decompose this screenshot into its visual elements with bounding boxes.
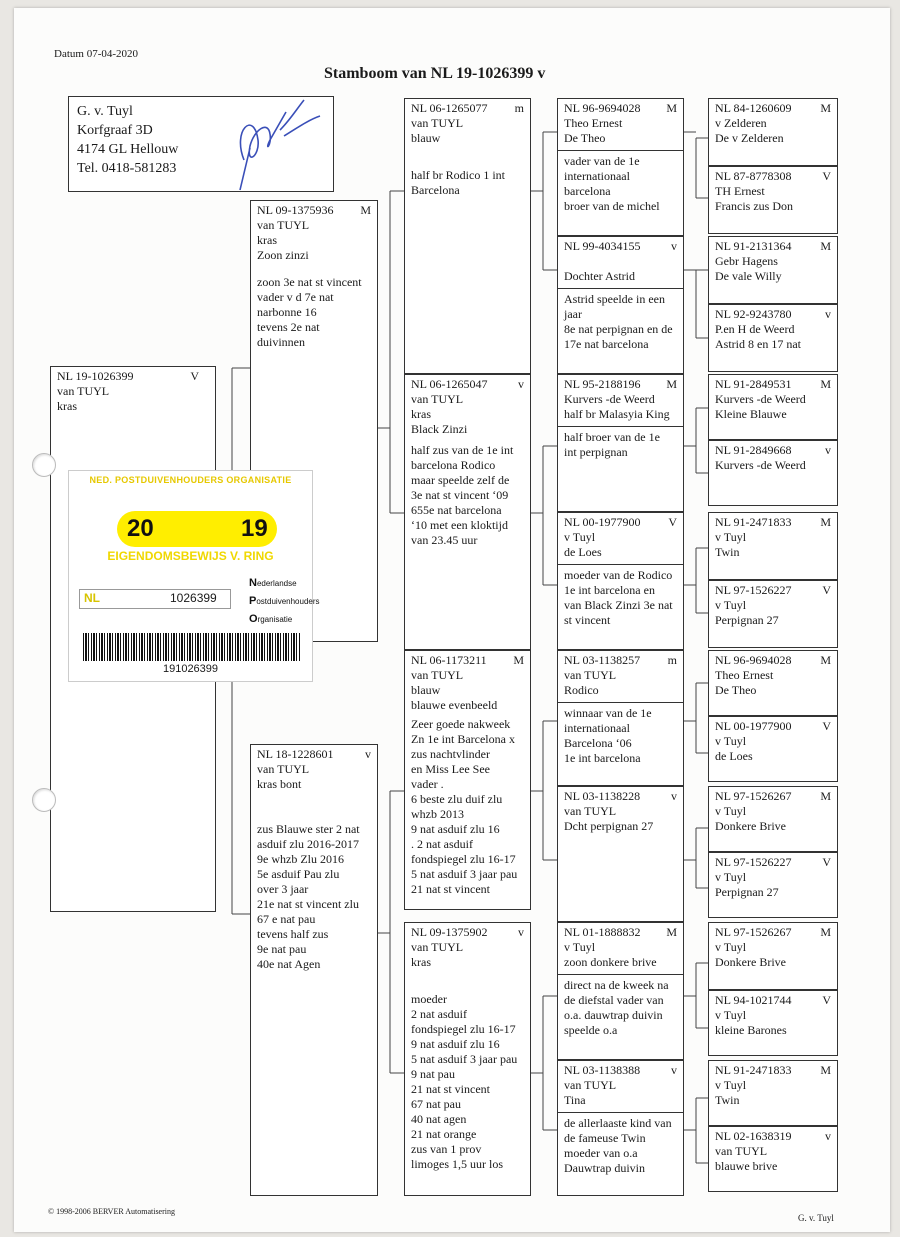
footer-copyright: © 1998-2006 BERVER Automatisering bbox=[48, 1207, 175, 1216]
ggp-note: internationaal bbox=[564, 169, 630, 183]
ggp-ring: NL 03-1138388 bbox=[564, 1063, 641, 1077]
card-org-n: Nederlandse bbox=[249, 577, 297, 589]
g4-box bbox=[708, 440, 838, 506]
ggp-sex: v bbox=[671, 789, 677, 803]
gp-note: fondspiegel zlu 16-17 bbox=[411, 852, 516, 866]
g4-sex: M bbox=[820, 101, 831, 115]
g4-box bbox=[708, 716, 838, 782]
g4-ring: NL 91-2849531 bbox=[715, 377, 792, 391]
g4-box bbox=[708, 786, 838, 852]
gp-ring: NL 06-1265047 bbox=[411, 377, 488, 391]
g4-box bbox=[708, 236, 838, 304]
g4-ring: NL 97-1526227 bbox=[715, 855, 792, 869]
ggp-note: 8e nat perpignan en de bbox=[564, 322, 673, 336]
card-org-p-text: ostduivenhouders bbox=[256, 597, 320, 606]
g4-ring: NL 97-1526267 bbox=[715, 789, 792, 803]
g4-line: v Tuyl bbox=[715, 1078, 747, 1092]
g4-ring: NL 91-2471833 bbox=[715, 515, 792, 529]
g4-line: Donkere Brive bbox=[715, 955, 786, 969]
gp-note: half zus van de 1e int bbox=[411, 443, 514, 457]
g4-sex: M bbox=[820, 789, 831, 803]
page-title: Stamboom van NL 19-1026399 v bbox=[324, 65, 546, 82]
g4-box bbox=[708, 512, 838, 580]
g4-box bbox=[708, 990, 838, 1056]
subject-ring: NL 19-1026399 bbox=[57, 369, 134, 383]
gp-note: . 2 nat asduif bbox=[411, 837, 473, 851]
ggp-line: v Tuyl bbox=[564, 530, 596, 544]
card-barcode-number: 191026399 bbox=[162, 663, 219, 675]
gp-note: 655e nat barcelona bbox=[411, 503, 502, 517]
mother-note: 21e nat st vincent zlu bbox=[257, 897, 359, 911]
card-org-n-text: ederlandse bbox=[256, 579, 297, 588]
ggp-note: o.a. dauwtrap duivin bbox=[564, 1008, 663, 1022]
father-note: vader v d 7e nat bbox=[257, 290, 334, 304]
gp-line: kras bbox=[411, 407, 431, 421]
g4-ring: NL 02-1638319 bbox=[715, 1129, 792, 1143]
mother-box bbox=[250, 744, 378, 1196]
mother-note: over 3 jaar bbox=[257, 882, 309, 896]
g4-sex: M bbox=[820, 925, 831, 939]
ggp-note: 1e int barcelona bbox=[564, 751, 641, 765]
ggp-sex: M bbox=[666, 925, 677, 939]
g4-line: v Tuyl bbox=[715, 734, 747, 748]
card-year-right: 19 bbox=[241, 515, 268, 542]
g4-line: blauwe brive bbox=[715, 1159, 778, 1173]
gp-note: fondspiegel zlu 16-17 bbox=[411, 1022, 516, 1036]
ggp-sex: M bbox=[666, 377, 677, 391]
g4-line: v Zelderen bbox=[715, 116, 767, 130]
gp-note: 5 nat asduif 3 jaar pau bbox=[411, 867, 518, 881]
g4-line: v Tuyl bbox=[715, 530, 747, 544]
gp-line: van TUYL bbox=[411, 392, 464, 406]
ggp-sex: v bbox=[671, 1063, 677, 1077]
ggp-line: v Tuyl bbox=[564, 940, 596, 954]
gp-note: 9 nat pau bbox=[411, 1067, 455, 1081]
mother-note: 5e asduif Pau zlu bbox=[257, 867, 340, 881]
ggp-line: Kurvers -de Weerd bbox=[564, 392, 655, 406]
ggp-note: internationaal bbox=[564, 721, 630, 735]
card-ownership-text: EIGENDOMSBEWIJS V. RING bbox=[107, 549, 274, 563]
g4-box bbox=[708, 1126, 838, 1192]
g4-box bbox=[708, 166, 838, 234]
g4-box bbox=[708, 1060, 838, 1126]
gp-note: zus van 1 prov bbox=[411, 1142, 482, 1156]
g4-line: de Loes bbox=[715, 749, 753, 763]
gp-note: Zn 1e int Barcelona x bbox=[411, 732, 515, 746]
g4-line: TH Ernest bbox=[715, 184, 765, 198]
g4-ring: NL 97-1526227 bbox=[715, 583, 792, 597]
ggp-mff-box bbox=[557, 650, 684, 786]
ggp-line: Dcht perpignan 27 bbox=[564, 819, 654, 833]
g4-ring: NL 92-9243780 bbox=[715, 307, 792, 321]
ggp-ffm-box bbox=[557, 236, 684, 374]
g4-sex: V bbox=[822, 719, 831, 733]
father-line: van TUYL bbox=[257, 218, 310, 232]
father-sex: M bbox=[360, 203, 371, 217]
g4-sex: M bbox=[820, 515, 831, 529]
ggp-line: De Theo bbox=[564, 131, 606, 145]
g4-line: Theo Ernest bbox=[715, 668, 774, 682]
subject-sex: V bbox=[190, 369, 199, 383]
footer-author: G. v. Tuyl bbox=[798, 1213, 834, 1223]
gp-ring: NL 06-1173211 bbox=[411, 653, 487, 667]
gp-note: barcelona Rodico bbox=[411, 458, 496, 472]
card-year-left: 20 bbox=[127, 515, 154, 542]
ggp-mfm-box bbox=[557, 786, 684, 922]
gp-sex: v bbox=[518, 377, 524, 391]
card-org-o: Organisatie bbox=[249, 613, 293, 625]
gp-line: blauw bbox=[411, 131, 441, 145]
gp-line: van TUYL bbox=[411, 940, 464, 954]
g4-box bbox=[708, 650, 838, 716]
g4-line: Twin bbox=[715, 545, 740, 559]
g4-box bbox=[708, 922, 838, 990]
gp-line: van TUYL bbox=[411, 116, 464, 130]
father-note: narbonne 16 bbox=[257, 305, 317, 319]
ggp-sex: v bbox=[671, 239, 677, 253]
g4-sex: M bbox=[820, 653, 831, 667]
father-note: tevens 2e nat bbox=[257, 320, 320, 334]
gp-sex: M bbox=[513, 653, 524, 667]
date-label: Datum 07-04-2020 bbox=[54, 48, 139, 60]
g4-line: v Tuyl bbox=[715, 870, 747, 884]
ggp-fmf-box bbox=[557, 374, 684, 512]
gp-note: van 23.45 uur bbox=[411, 533, 478, 547]
ggp-mmf-box bbox=[557, 922, 684, 1060]
pedigree-sheet bbox=[14, 8, 890, 1232]
mother-note: asduif zlu 2016-2017 bbox=[257, 837, 359, 851]
gp-sex: v bbox=[518, 925, 524, 939]
g4-box bbox=[708, 304, 838, 372]
gp-note: maar speelde zelf de bbox=[411, 473, 510, 487]
ggp-ring: NL 03-1138257 bbox=[564, 653, 641, 667]
ggp-sex: m bbox=[667, 653, 677, 667]
g4-sex: V bbox=[822, 993, 831, 1007]
gp-note: 21 nat st vincent bbox=[411, 882, 490, 896]
gp-line: blauwe evenbeeld bbox=[411, 698, 498, 712]
ggp-note: jaar bbox=[564, 307, 582, 321]
g4-line: Kurvers -de Weerd bbox=[715, 458, 806, 472]
ggp-line: van TUYL bbox=[564, 668, 617, 682]
g4-ring: NL 91-2471833 bbox=[715, 1063, 792, 1077]
g4-line: v Tuyl bbox=[715, 940, 747, 954]
ggp-fff-box bbox=[557, 98, 684, 236]
owner-phone: Tel. 0418-581283 bbox=[77, 161, 177, 176]
grandparent-fm-box bbox=[404, 374, 531, 650]
g4-line: Perpignan 27 bbox=[715, 885, 779, 899]
grandparent-mf-box bbox=[404, 650, 531, 910]
ggp-note: vader van de 1e bbox=[564, 154, 640, 168]
gp-note: whzb 2013 bbox=[411, 807, 464, 821]
ggp-note: de diefstal vader van bbox=[564, 993, 664, 1007]
g4-line: De v Zelderen bbox=[715, 131, 784, 145]
g4-line: v Tuyl bbox=[715, 1008, 747, 1022]
mother-note: 40e nat Agen bbox=[257, 957, 321, 971]
ggp-sex: M bbox=[666, 101, 677, 115]
gp-note: 21 nat st vincent bbox=[411, 1082, 490, 1096]
g4-ring: NL 87-8778308 bbox=[715, 169, 792, 183]
g4-line: v Tuyl bbox=[715, 804, 747, 818]
punch-hole bbox=[32, 788, 56, 812]
gp-note: 3e nat st vincent ‘09 bbox=[411, 488, 509, 502]
ggp-ring: NL 03-1138228 bbox=[564, 789, 641, 803]
mother-note: 9e nat pau bbox=[257, 942, 307, 956]
mother-sex: v bbox=[365, 747, 371, 761]
g4-line: Francis zus Don bbox=[715, 199, 793, 213]
gp-note: 5 nat asduif 3 jaar pau bbox=[411, 1052, 518, 1066]
ggp-note: winnaar van de 1e bbox=[564, 706, 652, 720]
gp-note: limoges 1,5 uur los bbox=[411, 1157, 503, 1171]
g4-sex: V bbox=[822, 855, 831, 869]
mother-note: 9e whzb Zlu 2016 bbox=[257, 852, 344, 866]
g4-line: Gebr Hagens bbox=[715, 254, 778, 268]
g4-line: De vale Willy bbox=[715, 269, 782, 283]
gp-line: Black Zinzi bbox=[411, 422, 468, 436]
ggp-note: moeder van o.a bbox=[564, 1146, 638, 1160]
g4-sex: v bbox=[825, 443, 831, 457]
g4-line: Twin bbox=[715, 1093, 740, 1107]
g4-line: Kurvers -de Weerd bbox=[715, 392, 806, 406]
gp-note: 6 beste zlu duif zlu bbox=[411, 792, 503, 806]
g4-line: Donkere Brive bbox=[715, 819, 786, 833]
grandparent-mm-box bbox=[404, 922, 531, 1196]
gp-note: zus nachtvlinder bbox=[411, 747, 490, 761]
ggp-note: van Black Zinzi 3e nat bbox=[564, 598, 673, 612]
g4-ring: NL 96-9694028 bbox=[715, 653, 792, 667]
owner-city: 4174 GL Hellouw bbox=[77, 142, 179, 157]
gp-line: van TUYL bbox=[411, 668, 464, 682]
g4-box bbox=[708, 98, 838, 166]
ggp-line: Theo Ernest bbox=[564, 116, 623, 130]
mother-line: kras bont bbox=[257, 777, 302, 791]
g4-sex: M bbox=[820, 1063, 831, 1077]
ggp-ring: NL 01-1888832 bbox=[564, 925, 641, 939]
card-org-text: NED. POSTDUIVENHOUDERS ORGANISATIE bbox=[89, 475, 292, 485]
ggp-note: Barcelona ‘06 bbox=[564, 736, 632, 750]
ggp-line: Dochter Astrid bbox=[564, 269, 635, 283]
gp-note: 21 nat orange bbox=[411, 1127, 477, 1141]
g4-ring: NL 94-1021744 bbox=[715, 993, 792, 1007]
gp-note: Zeer goede nakweek bbox=[411, 717, 511, 731]
ggp-note: de allerlaaste kind van bbox=[564, 1116, 672, 1130]
ggp-line: half br Malasyia King bbox=[564, 407, 670, 421]
ggp-note: speelde o.a bbox=[564, 1023, 618, 1037]
card-barcode bbox=[83, 633, 301, 661]
mother-note: tevens half zus bbox=[257, 927, 329, 941]
ggp-line: Rodico bbox=[564, 683, 599, 697]
gp-note: ‘10 met een kloktijd bbox=[411, 518, 508, 532]
ggp-note: st vincent bbox=[564, 613, 611, 627]
g4-line: Perpignan 27 bbox=[715, 613, 779, 627]
ggp-line bbox=[564, 254, 677, 269]
gp-note: 2 nat asduif bbox=[411, 1007, 467, 1021]
g4-ring: NL 91-2131364 bbox=[715, 239, 792, 253]
gp-line: kras bbox=[411, 955, 431, 969]
g4-ring: NL 97-1526267 bbox=[715, 925, 792, 939]
father-line: kras bbox=[257, 233, 277, 247]
father-note: zoon 3e nat st vincent bbox=[257, 275, 362, 289]
ggp-note: half broer van de 1e bbox=[564, 430, 660, 444]
ggp-note: barcelona bbox=[564, 184, 611, 198]
ggp-note: broer van de michel bbox=[564, 199, 660, 213]
punch-hole bbox=[32, 453, 56, 477]
mother-line: van TUYL bbox=[257, 762, 310, 776]
gp-note: en Miss Lee See bbox=[411, 762, 490, 776]
ggp-ring: NL 95-2188196 bbox=[564, 377, 641, 391]
ggp-line: van TUYL bbox=[564, 1078, 617, 1092]
g4-sex: M bbox=[820, 239, 831, 253]
grandparent-ff-box bbox=[404, 98, 531, 374]
gp-line: blauw bbox=[411, 683, 441, 697]
ggp-note: 1e int barcelona en bbox=[564, 583, 655, 597]
ggp-line: van TUYL bbox=[564, 804, 617, 818]
g4-line: van TUYL bbox=[715, 1144, 768, 1158]
ggp-mmm-box bbox=[557, 1060, 684, 1196]
subject-line: van TUYL bbox=[57, 384, 110, 398]
ggp-line: de Loes bbox=[564, 545, 602, 559]
subject-line: kras bbox=[57, 399, 77, 413]
ggp-fmm-box bbox=[557, 512, 684, 650]
mother-ring: NL 18-1228601 bbox=[257, 747, 334, 761]
ggp-line: zoon donkere brive bbox=[564, 955, 657, 969]
ggp-ring: NL 99-4034155 bbox=[564, 239, 641, 253]
ggp-note: Astrid speelde in een bbox=[564, 292, 665, 306]
g4-line: v Tuyl bbox=[715, 598, 747, 612]
ggp-ring: NL 00-1977900 bbox=[564, 515, 641, 529]
ggp-note: int perpignan bbox=[564, 445, 628, 459]
g4-line: P.en H de Weerd bbox=[715, 322, 795, 336]
card-nl: NL bbox=[84, 591, 100, 605]
ggp-note: direct na de kweek na bbox=[564, 978, 669, 992]
ring-ownership-card bbox=[68, 470, 320, 682]
g4-line: kleine Barones bbox=[715, 1023, 787, 1037]
gp-note: 9 nat asduif zlu 16 bbox=[411, 1037, 500, 1051]
g4-line: Kleine Blauwe bbox=[715, 407, 787, 421]
gp-ring: NL 06-1265077 bbox=[411, 101, 488, 115]
owner-street: Korfgraaf 3D bbox=[77, 123, 153, 138]
gp-note: 67 nat pau bbox=[411, 1097, 461, 1111]
g4-ring: NL 00-1977900 bbox=[715, 719, 792, 733]
gp-note: 9 nat asduif zlu 16 bbox=[411, 822, 500, 836]
g4-box bbox=[708, 852, 838, 918]
gp-note: vader . bbox=[411, 777, 444, 791]
ggp-note: 17e nat barcelona bbox=[564, 337, 649, 351]
mother-note: 67 e nat pau bbox=[257, 912, 316, 926]
g4-sex: M bbox=[820, 377, 831, 391]
ggp-note: moeder van de Rodico bbox=[564, 568, 673, 582]
father-note: duivinnen bbox=[257, 335, 305, 349]
card-org-o-text: rganisatie bbox=[257, 615, 293, 624]
g4-ring: NL 91-2849668 bbox=[715, 443, 792, 457]
gp-sex: m bbox=[514, 101, 524, 115]
g4-box bbox=[708, 374, 838, 440]
owner-name: G. v. Tuyl bbox=[77, 104, 133, 119]
father-line: Zoon zinzi bbox=[257, 248, 309, 262]
g4-box bbox=[708, 580, 838, 648]
ggp-line: Tina bbox=[564, 1093, 586, 1107]
gp-note: moeder bbox=[411, 992, 447, 1006]
ggp-ring: NL 96-9694028 bbox=[564, 101, 641, 115]
g4-line: De Theo bbox=[715, 683, 757, 697]
ggp-note: Dauwtrap duivin bbox=[564, 1161, 645, 1175]
card-ring-number-box bbox=[79, 589, 231, 609]
gp-ring: NL 09-1375902 bbox=[411, 925, 488, 939]
father-ring: NL 09-1375936 bbox=[257, 203, 334, 217]
mother-note: zus Blauwe ster 2 nat bbox=[257, 822, 360, 836]
gp-note: 40 nat agen bbox=[411, 1112, 467, 1126]
gp-note: half br Rodico 1 int bbox=[411, 168, 505, 182]
g4-line: Astrid 8 en 17 nat bbox=[715, 337, 801, 351]
card-ring-number: 1026399 bbox=[170, 591, 217, 605]
g4-sex: V bbox=[822, 583, 831, 597]
g4-sex: v bbox=[825, 307, 831, 321]
ggp-sex: V bbox=[668, 515, 677, 529]
card-org-p: Postduivenhouders bbox=[249, 595, 320, 607]
g4-ring: NL 84-1260609 bbox=[715, 101, 792, 115]
g4-sex: v bbox=[825, 1129, 831, 1143]
g4-sex: V bbox=[822, 169, 831, 183]
gp-note: Barcelona bbox=[411, 183, 460, 197]
ggp-note: de fameuse Twin bbox=[564, 1131, 646, 1145]
